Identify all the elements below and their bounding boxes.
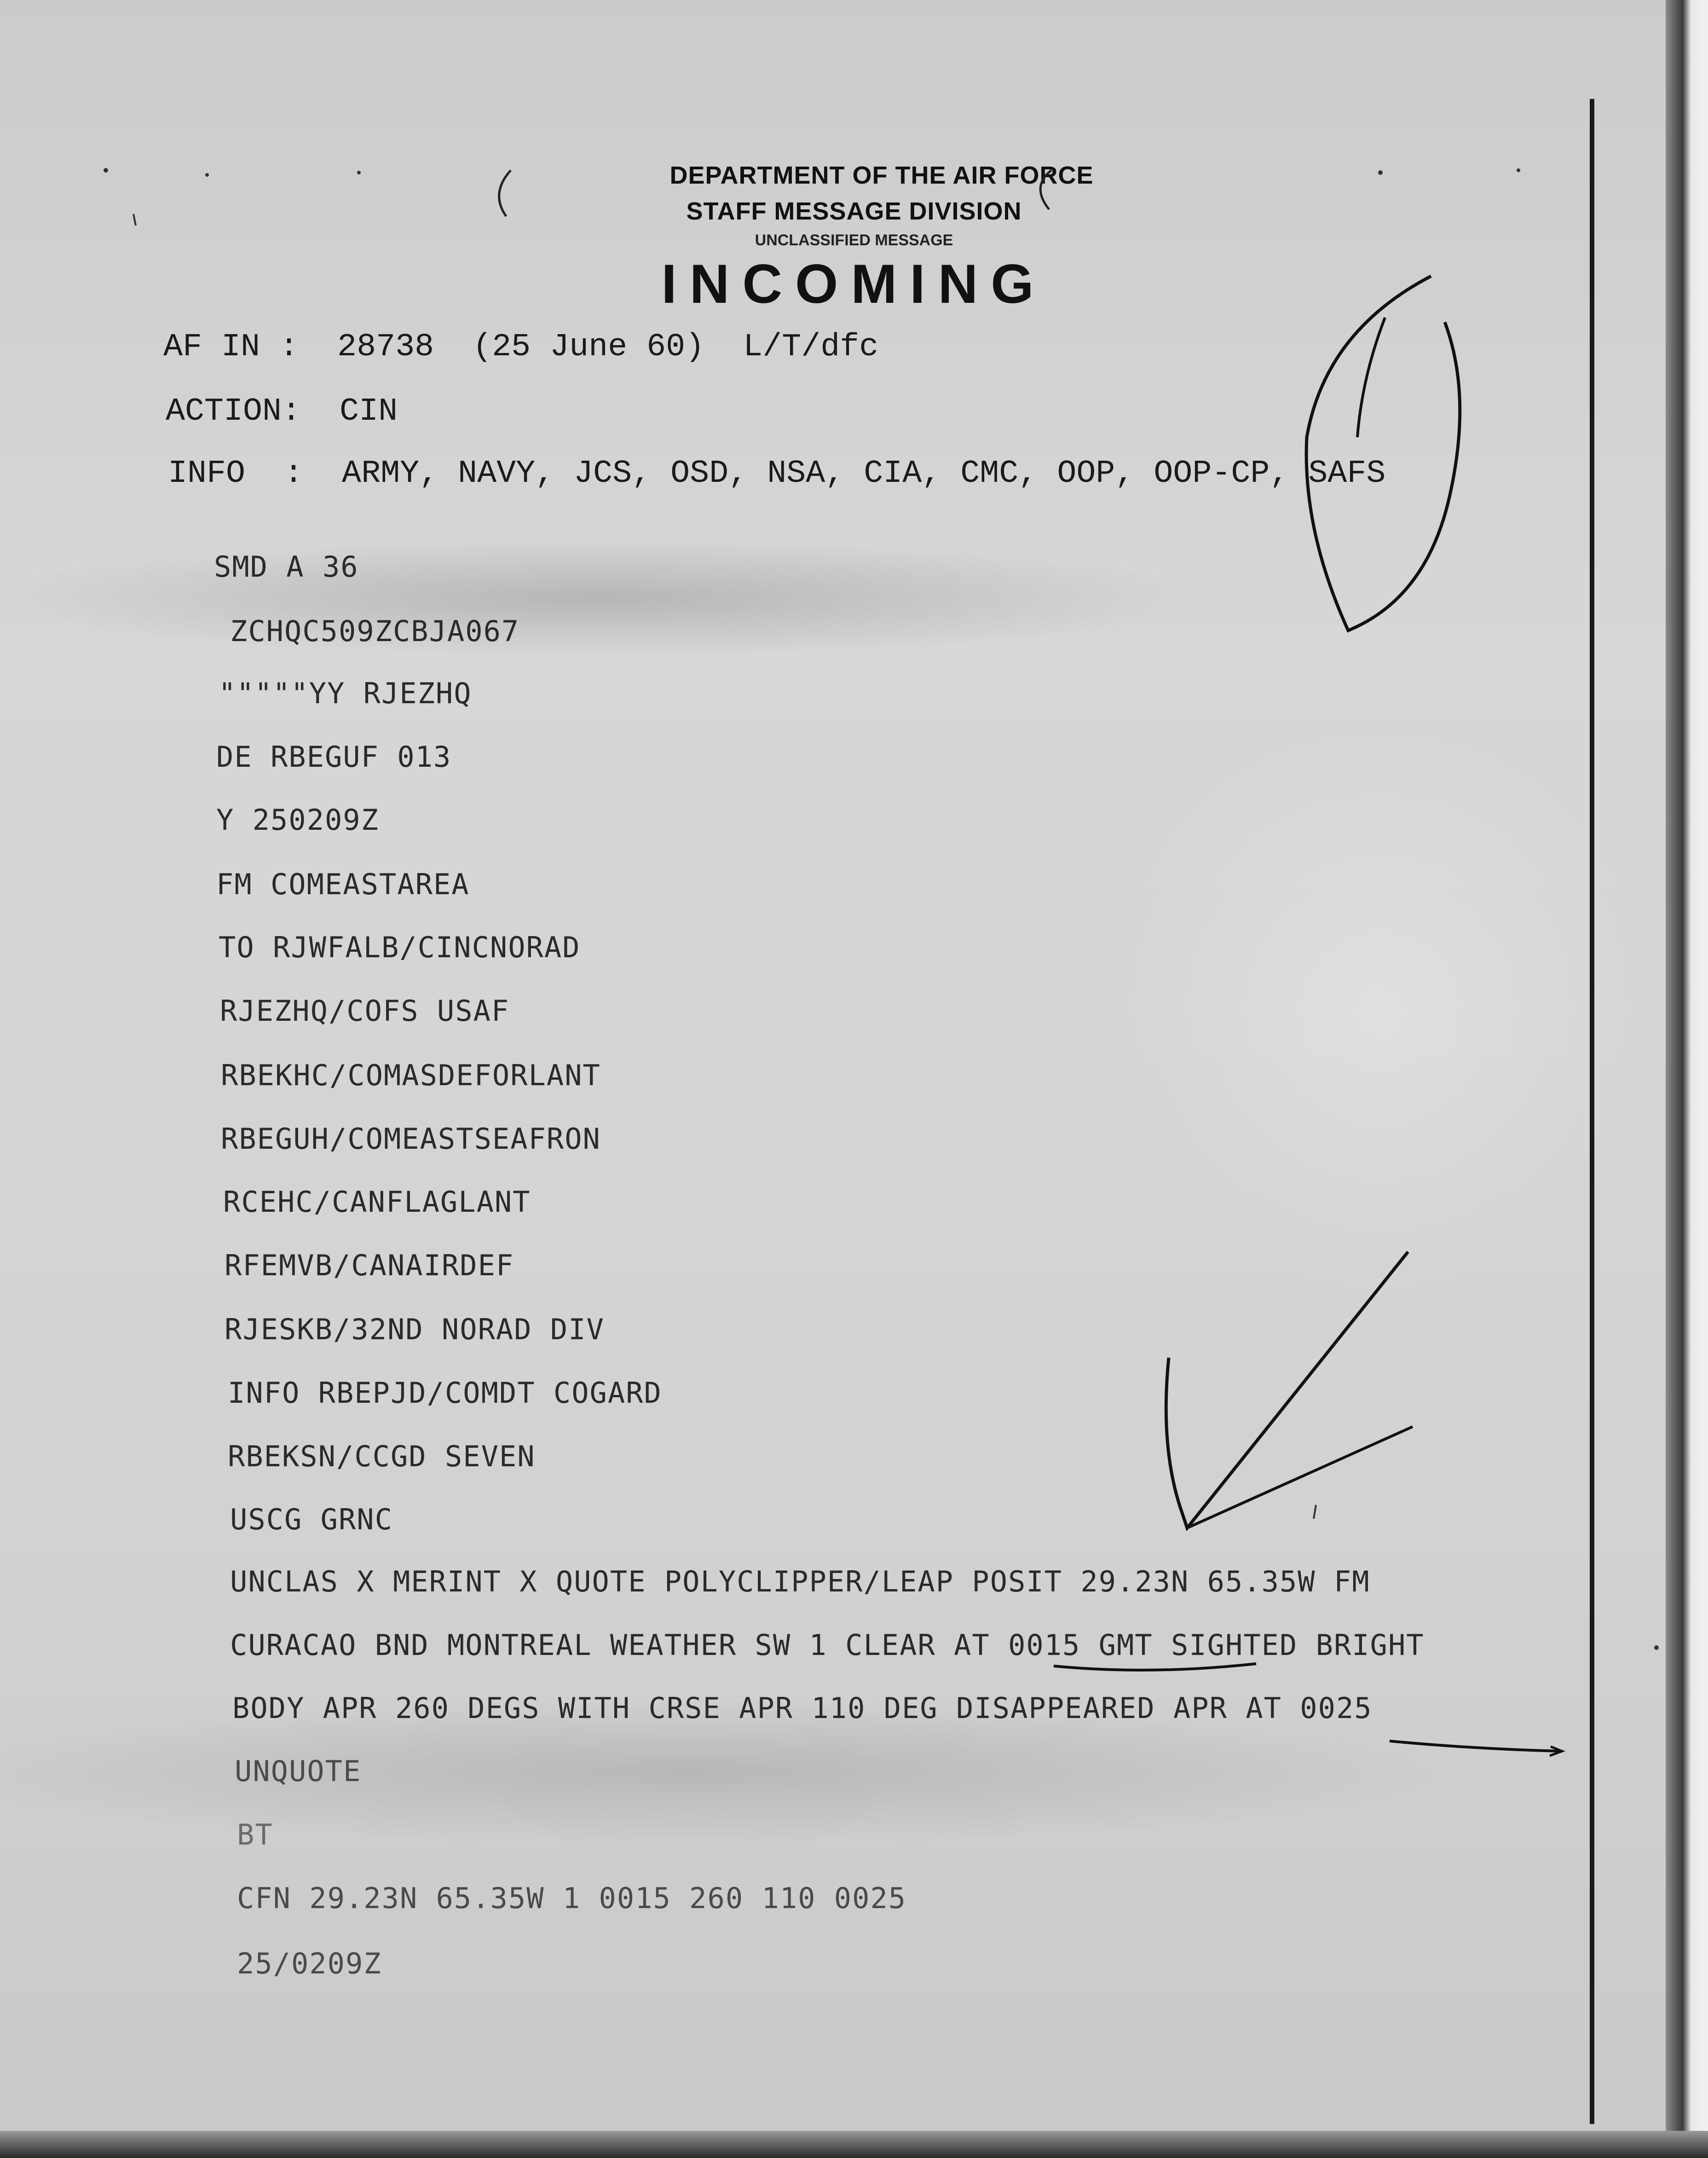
message-line: FM COMEASTAREA (216, 868, 470, 901)
message-line: RJESKB/32ND NORAD DIV (225, 1313, 605, 1346)
action-line: ACTION: CIN (166, 393, 398, 430)
message-line: UNCLAS X MERINT X QUOTE POLYCLIPPER/LEAP POSIT 29.23N 65.35W FM (230, 1565, 1370, 1598)
underline-0025 (1390, 1741, 1560, 1751)
message-line: INFO RBEPJD/COMDT COGARD (228, 1376, 662, 1410)
message-line: BT (237, 1818, 273, 1851)
incoming-title: INCOMING (661, 253, 1047, 315)
message-line: Y 250209Z (216, 803, 379, 837)
division-heading: STAFF MESSAGE DIVISION (686, 197, 1022, 225)
message-line: RBEKSN/CCGD SEVEN (228, 1440, 536, 1473)
classification-label: UNCLASSIFIED MESSAGE (755, 231, 953, 249)
department-heading: DEPARTMENT OF THE AIR FORCE (669, 162, 1094, 189)
circle-scribble-mark (1306, 276, 1460, 631)
message-line: CURACAO BND MONTREAL WEATHER SW 1 CLEAR AT 0015 GMT SIGHTED BRIGHT (230, 1628, 1425, 1662)
message-line: TO RJWFALB/CINCNORAD (219, 931, 581, 964)
right-bracket-mark (1040, 170, 1051, 209)
message-line: CFN 29.23N 65.35W 1 0015 260 110 0025 (237, 1881, 907, 1915)
message-line: SMD A 36 (214, 550, 359, 584)
message-line: RJEZHQ/COFS USAF (220, 994, 510, 1028)
check-mark-stroke (1187, 1427, 1413, 1528)
message-line: RFEMVB/CANAIRDEF (225, 1249, 514, 1282)
message-line: ZCHQC509ZCBJA067 (230, 614, 520, 648)
af-in-line: AF IN : 28738 (25 June 60) L/T/dfc (163, 329, 879, 365)
message-line: RBEGUH/COMEASTSEAFRON (221, 1122, 601, 1156)
message-line: 25/0209Z (237, 1947, 382, 1980)
message-line: DE RBEGUF 013 (216, 740, 452, 774)
message-line: """""YY RJEZHQ (219, 677, 472, 710)
underline-0015-gmt (1054, 1664, 1256, 1670)
message-line: RCEHC/CANFLAGLANT (223, 1185, 531, 1219)
message-line: RBEKHC/COMASDEFORLANT (221, 1059, 601, 1092)
info-line: INFO : ARMY, NAVY, JCS, OSD, NSA, CIA, CMC, OOP, OOP-CP, SAFS (168, 456, 1386, 492)
message-line: BODY APR 260 DEGS WITH CRSE APR 110 DEG DISAPPEARED APR AT 0025 (232, 1691, 1373, 1725)
message-line: UNQUOTE (235, 1754, 362, 1788)
slash-mark (1357, 318, 1385, 437)
check-mark (1166, 1252, 1408, 1528)
message-line: USCG GRNC (230, 1503, 393, 1536)
left-bracket-mark (499, 170, 511, 216)
